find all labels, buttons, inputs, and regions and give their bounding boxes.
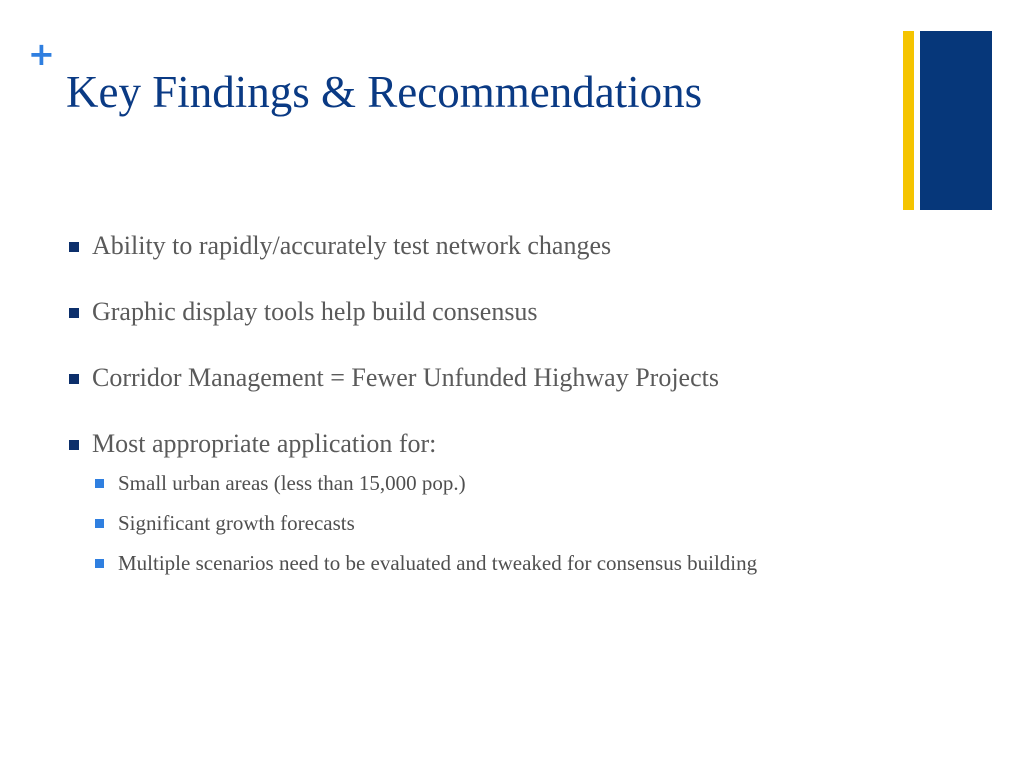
square-sub-bullet-icon [95, 479, 104, 488]
square-bullet-icon [69, 440, 79, 450]
sub-bullet-text: Small urban areas (less than 15,000 pop.) [118, 471, 466, 495]
bullet-item [66, 294, 846, 330]
bullet-text: Most appropriate application for: [92, 429, 437, 458]
slide-title: Key Findings & Recommendations [66, 67, 703, 117]
bullet-item [66, 360, 846, 396]
sub-bullet-text: Multiple scenarios need to be evaluated and tweaked for consensus building [118, 551, 758, 575]
bullet-text: Corridor Management = Fewer Unfunded Highway Projects [92, 363, 719, 392]
sub-bullet-list [92, 468, 846, 578]
bullet-text: Ability to rapidly/accurately test network changes [92, 231, 612, 260]
sub-bullet-item [92, 468, 846, 498]
accent-bar-yellow [903, 31, 914, 210]
accent-block-navy [920, 31, 992, 210]
square-sub-bullet-icon [95, 559, 104, 568]
sub-bullet-item [92, 548, 846, 578]
plus-marker-icon: + [28, 35, 55, 73]
sub-bullet-text: Significant growth forecasts [118, 511, 355, 535]
bullet-text: Graphic display tools help build consensus [92, 297, 538, 326]
square-bullet-icon [69, 242, 79, 252]
sub-bullet-item [92, 508, 846, 538]
square-bullet-icon [69, 374, 79, 384]
square-sub-bullet-icon [95, 519, 104, 528]
bullet-item [66, 426, 846, 462]
square-bullet-icon [69, 308, 79, 318]
bullet-item [66, 228, 846, 264]
bullet-list [66, 228, 846, 588]
